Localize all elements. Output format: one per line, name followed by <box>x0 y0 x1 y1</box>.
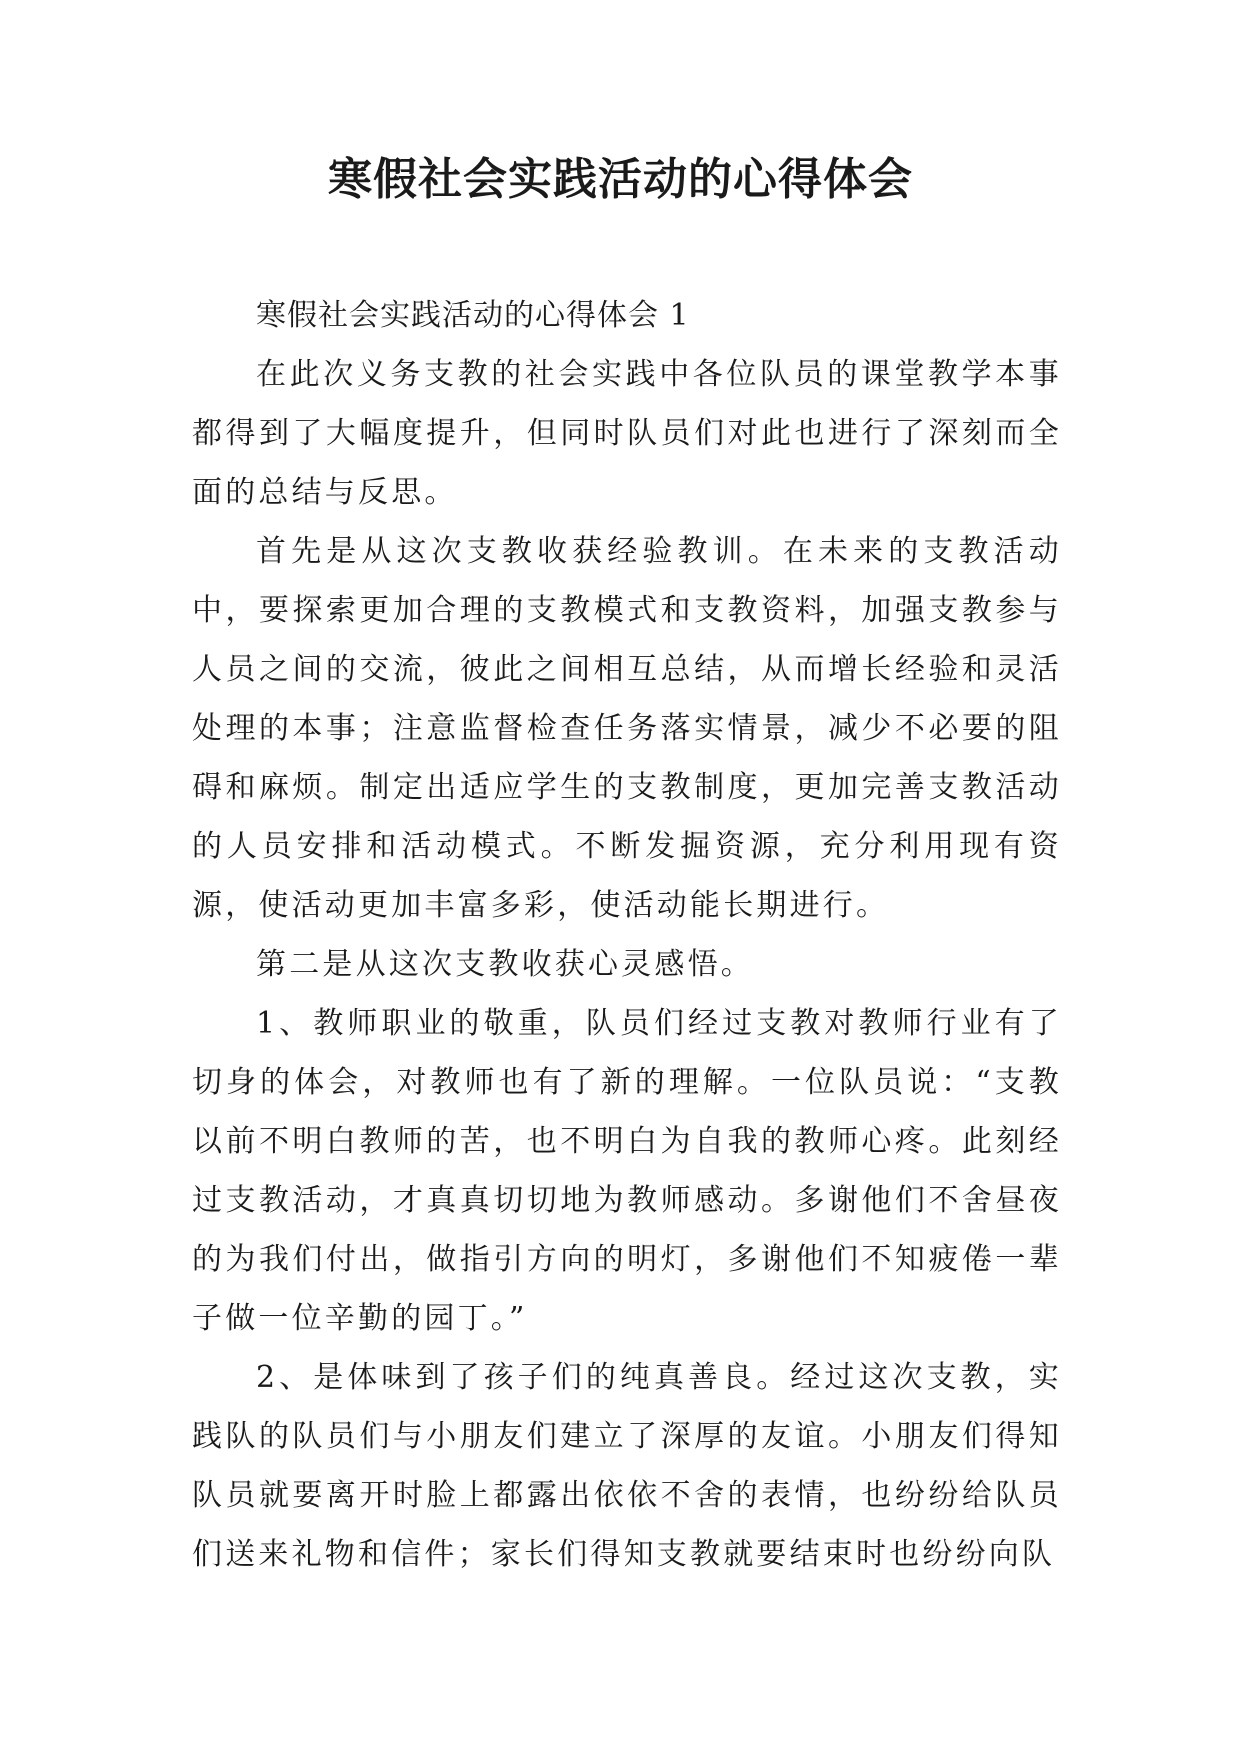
paragraph: 1、教师职业的敬重，队员们经过支教对教师行业有了切身的体会，对教师也有了新的理解。一位队员说：“支教以前不明白教师的苦，也不明白为自我的教师心疼。此刻经过支教活动，才真真切切地为教师感动。多谢他们不舍昼夜的为我们付出，做指引方向的明灯，多谢他们不知疲倦一辈子做一位辛勤的园丁。” <box>192 1006 1062 1336</box>
paragraph: 第二是从这次支教收获心灵感悟。 <box>256 947 754 982</box>
paragraph: 首先是从这次支教收获经验教训。在未来的支教活动中，要探索更加合理的支教模式和支教资料，加强支教参与人员之间的交流，彼此之间相互总结，从而增长经验和灵活处理的本事；注意监督检查任务落实情景，减少不必要的阻碍和麻烦。制定出适应学生的支教制度，更加完善支教活动的人员安排和活动模式。不断发掘资源，充分利用现有资源，使活动更加丰富多彩，使活动能长期进行。 <box>192 534 1062 923</box>
document-body <box>192 286 1062 1584</box>
paragraph: 在此次义务支教的社会实践中各位队员的课堂教学本事都得到了大幅度提升，但同时队员们对此也进行了深刻而全面的总结与反思。 <box>192 357 1062 510</box>
section-heading: 寒假社会实践活动的心得体会 1 <box>256 298 690 333</box>
document-title: 寒假社会实践活动的心得体会 <box>328 154 913 205</box>
paragraph: 2、是体味到了孩子们的纯真善良。经过这次支教，实践队的队员们与小朋友们建立了深厚的友谊。小朋友们得知队员就要离开时脸上都露出依依不舍的表情，也纷纷给队员们送来礼物和信件；家长们得知支教就要结束时也纷纷向队 <box>192 1360 1062 1572</box>
